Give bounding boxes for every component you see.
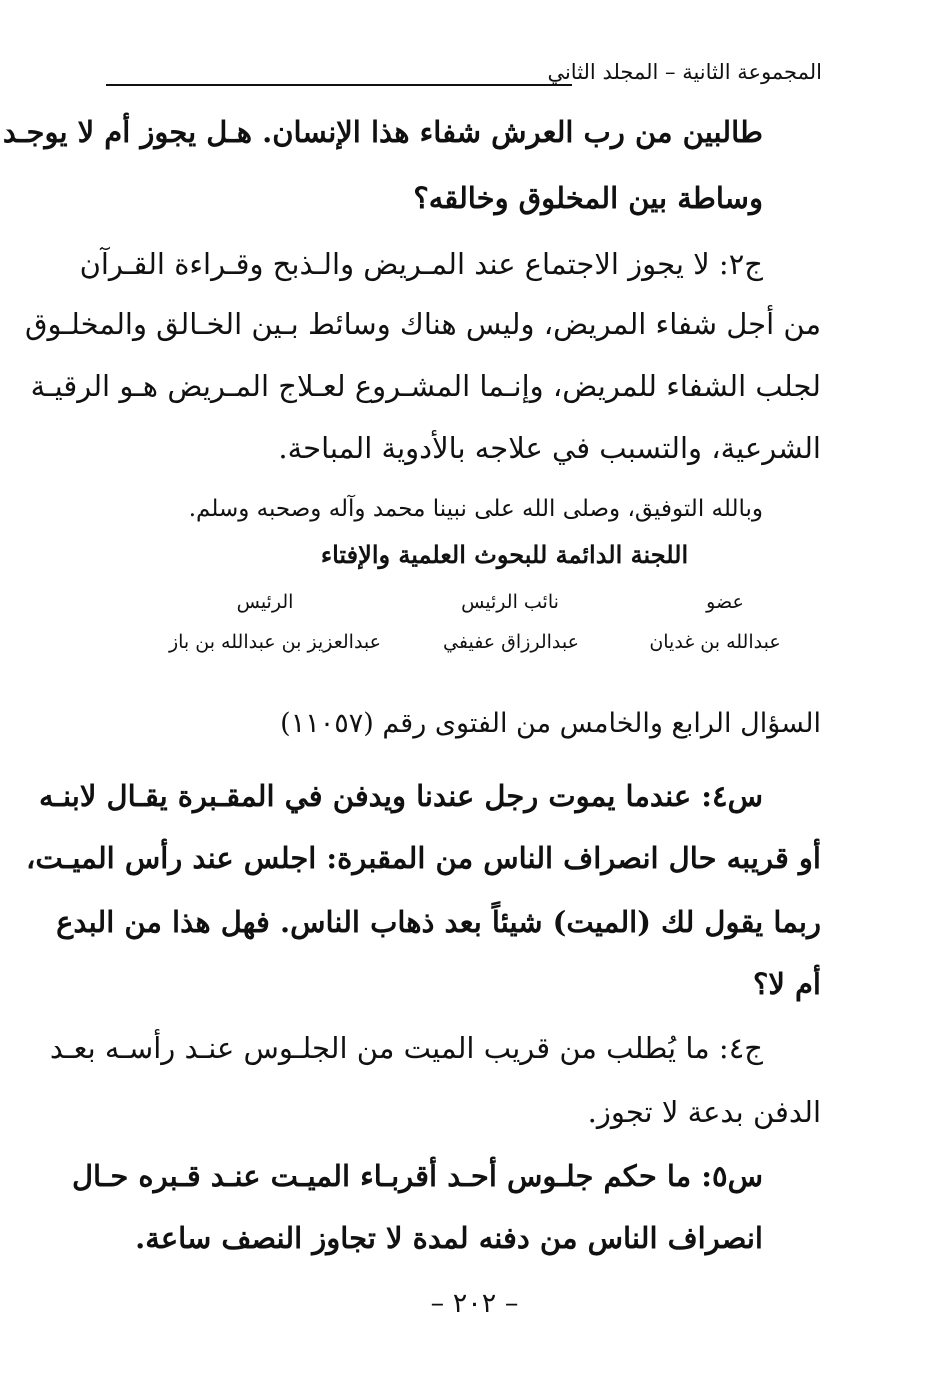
fatwa-heading: السؤال الرابع والخامس من الفتوى رقم (١١٠٥٧) <box>280 708 821 739</box>
question-5-line-2: انصراف الناس من دفنه لمدة لا تجاوز النصف ساعة. <box>135 1221 763 1255</box>
running-title: المجموعة الثانية – المجلد الثاني <box>541 60 822 84</box>
closing-prayer: وبالله التوفيق، وصلى الله على نبينا محمد وآله وصحبه وسلم. <box>188 496 763 522</box>
role-chairman: الرئيس <box>236 591 294 613</box>
answer-4-line-2: الدفن بدعة لا تجوز. <box>587 1095 821 1129</box>
role-deputy-chairman: نائب الرئيس <box>461 591 559 613</box>
name-deputy-chairman: عبدالرزاق عفيفي <box>443 631 579 653</box>
question-4-line-3: ربما يقول لك (الميت) شيئاً بعد ذهاب الناس. فهل هذا من البدع <box>56 905 821 939</box>
question-4-line-1: س٤: عندما يموت رجل عندنا ويدفن في المقـبرة يقـال لابنـه <box>39 779 763 813</box>
answer-2-line-3: لجلب الشفاء للمريض، وإنـما المشـروع لعـلاج المـريض هـو الرقيـة <box>30 369 821 403</box>
answer-2-line-2: من أجل شفاء المريض، وليس هناك وسائط بـين الخـالق والمخلـوق <box>25 307 821 341</box>
answer-2-line-1: ج٢: لا يجوز الاجتماع عند المـريض والـذبح وقـراءة القـرآن <box>79 247 763 281</box>
answer-4-line-1: ج٤: ما يُطلب من قريب الميت من الجلـوس عنـد رأسـه بعـد <box>49 1031 763 1065</box>
header-rule <box>106 84 572 86</box>
question-continuation-line-1: طالبين من رب العرش شفاء هذا الإنسان. هـل يجوز أم لا يوجـد <box>2 115 763 149</box>
committee-title: اللجنة الدائمة للبحوث العلمية والإفتاء <box>320 540 689 569</box>
role-member: عضو <box>706 591 744 613</box>
name-chairman: عبدالعزيز بن عبدالله بن باز <box>168 631 382 653</box>
name-member: عبدالله بن غديان <box>649 631 781 653</box>
question-5-line-1: س٥: ما حكم جلـوس أحـد أقربـاء الميـت عنـد قـبره حـال <box>71 1159 763 1193</box>
question-4-line-2: أو قريبه حال انصراف الناس من المقبرة: اجلس عند رأس الميـت، <box>26 841 821 875</box>
question-4-line-4: أم لا؟ <box>752 967 821 1001</box>
page-number: – ٢٠٢ – <box>430 1288 519 1319</box>
running-header <box>106 58 822 92</box>
question-continuation-line-2: وساطة بين المخلوق وخالقه؟ <box>413 181 763 215</box>
answer-2-line-4: الشرعية، والتسبب في علاجه بالأدوية المباحة. <box>278 431 821 465</box>
